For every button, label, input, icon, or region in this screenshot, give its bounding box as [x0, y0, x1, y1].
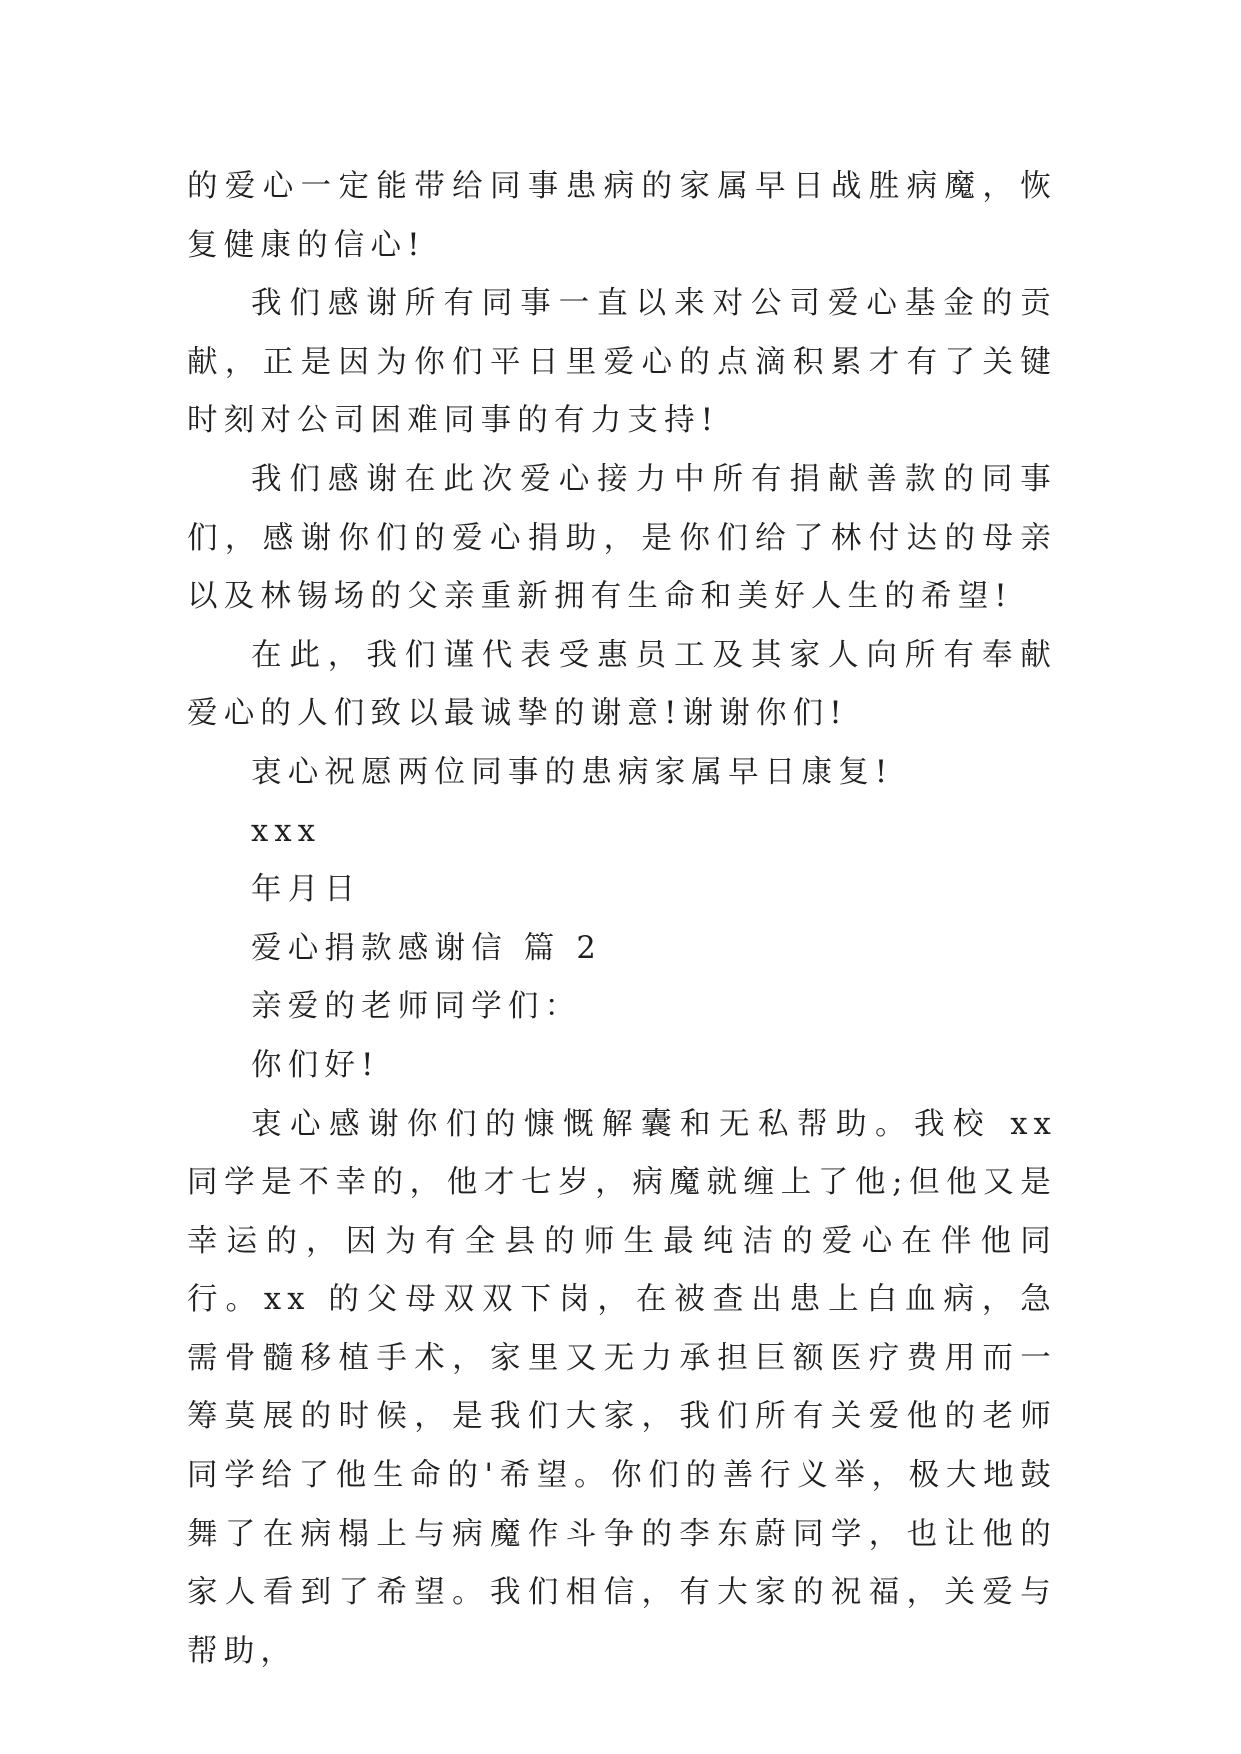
salutation: 亲爱的老师同学们： [251, 989, 582, 1025]
paragraph-5: 衷心祝愿两位同事的患病家属早日康复! [251, 754, 894, 790]
paragraph-4: 在此，我们谨代表受惠员工及其家人向所有奉献爱心的人们致以最诚挚的谢意!谢谢你们! [187, 637, 1057, 732]
signature-name: xxx [251, 813, 322, 849]
paragraph-body: 衷心感谢你们的慷慨解囊和无私帮助。我校 xx 同学是不幸的，他才七岁，病魔就缠上了他;但他又是幸运的，因为有全县的师生最纯洁的爱心在伴他同行。xx 的父母双双下岗，在被查出患上白血病，急需骨髓移植手术，家里又无力承担巨额医疗费用而一筹莫展的时候，是我们大家，我们所有关爱他的老师同学给了他生命的'希望。你们的善行义举，极大地鼓舞了在病榻上与病魔作斗争的李东蔚同学，也让他的家人看到了希望。我们相信，有大家的祝福，关爱与帮助， [187, 1106, 1057, 1669]
paragraph-3: 我们感谢在此次爱心接力中所有捐献善款的同事们，感谢你们的爱心捐助，是你们给了林付达的母亲以及林锡场的父亲重新拥有生命和美好人生的希望! [187, 461, 1057, 615]
paragraph-2: 我们感谢所有同事一直以来对公司爱心基金的贡献，正是因为你们平日里爱心的点滴积累才有了关键时刻对公司困难同事的有力支持! [187, 286, 1057, 439]
document-body [187, 158, 1057, 1681]
paragraph-1: 的爱心一定能带给同事患病的家属早日战胜病魔，恢复健康的信心! [187, 169, 1057, 263]
signature-date: 年月日 [251, 872, 362, 908]
greeting: 你们好! [251, 1047, 380, 1083]
section-heading: 爱心捐款感谢信 篇 2 [251, 930, 602, 966]
